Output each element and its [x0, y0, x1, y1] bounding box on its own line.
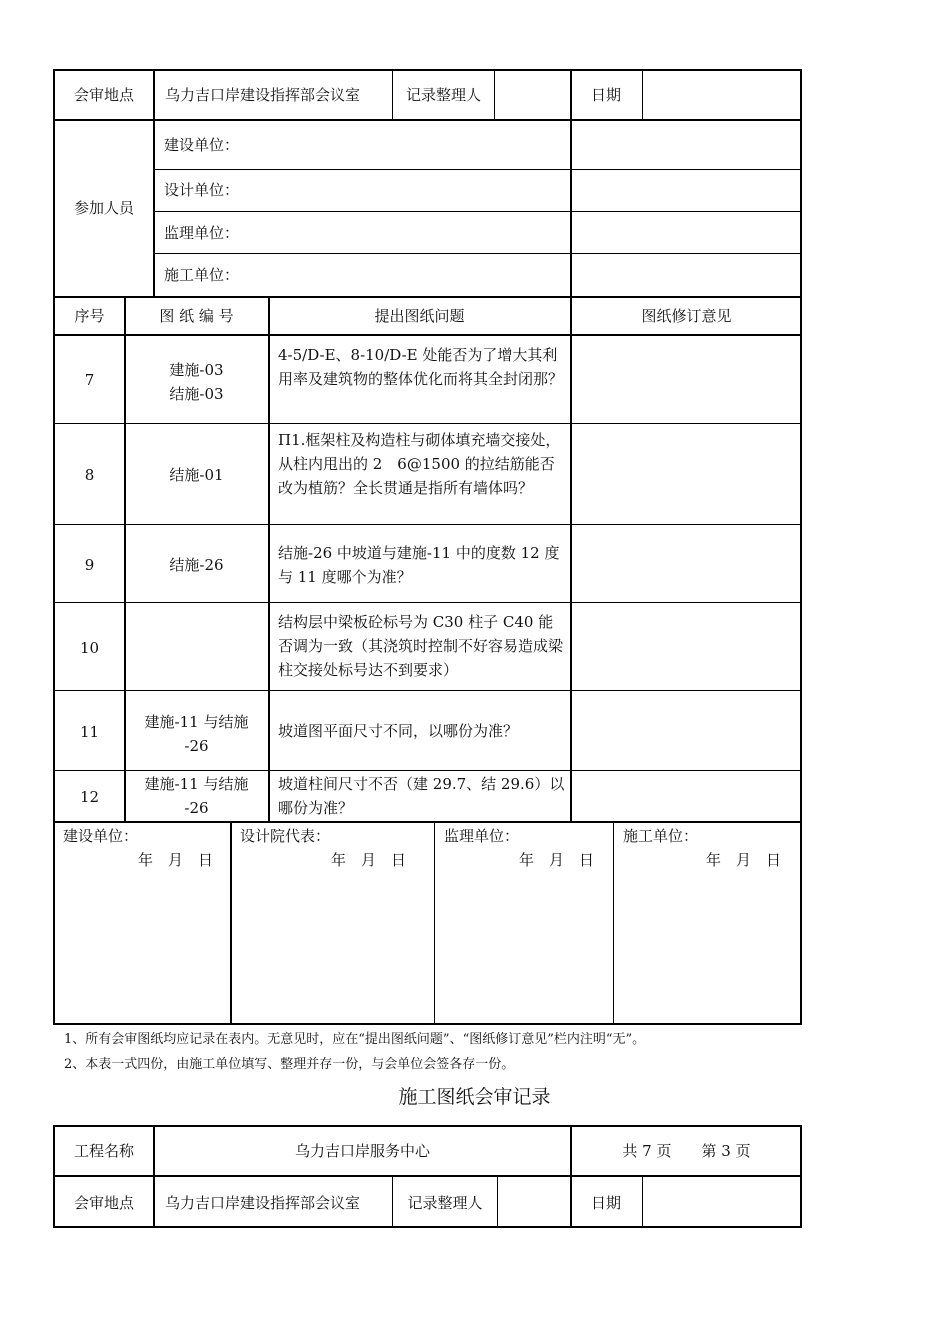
- row-9-no: 9: [84, 556, 95, 574]
- row-7-drawing: 建施-03 结施-03: [169, 361, 224, 403]
- next-recorder-label: 记录整理人: [407, 1194, 483, 1212]
- participants-label: 参加人员: [73, 199, 134, 217]
- row-11-drawing: 建施-11 与结施 -26: [144, 713, 249, 755]
- sign-contractor-label: 施工单位：: [623, 827, 699, 845]
- header-revision: 图纸修订意见: [641, 307, 732, 325]
- row-8-no: 8: [84, 466, 95, 484]
- row-9-drawing: 结施-26: [169, 556, 224, 574]
- note-2: 2、本表一式四份，由施工单位填写、整理并存一份，与会单位会签各存一份。: [64, 1057, 515, 1072]
- row-12-no: 12: [79, 788, 100, 806]
- row-7-no: 7: [84, 371, 95, 389]
- page-info: 共 7 页 第 3 页: [622, 1142, 751, 1160]
- venue-label: 会审地点: [73, 86, 134, 104]
- row-11-issue: 坡道图平面尺寸不同，以哪份为准？: [278, 722, 519, 740]
- participant-supervisor-label: 监理单位：: [164, 224, 240, 242]
- row-12-drawing: 建施-11 与结施 -26: [144, 775, 249, 817]
- note-1: 1、所有会审图纸均应记录在表内。无意见时，应在“提出图纸问题”、“图纸修订意见”栏内注明“无”。: [64, 1032, 646, 1047]
- page-title: 施工图纸会审记录: [398, 1086, 551, 1108]
- row-10-no: 10: [79, 639, 100, 657]
- row-11-no: 11: [79, 723, 100, 741]
- header-seq: 序号: [74, 307, 105, 325]
- row-7-issue: 4-5/D-E、8-10/D-E 处能否为了增大其利用率及建筑物的整体优化而将其全封闭那？: [278, 346, 564, 388]
- header-drawing-no: 图 纸 编 号: [159, 307, 234, 325]
- project-name-label: 工程名称: [73, 1142, 134, 1160]
- next-venue-value: 乌力吉口岸建设指挥部会议室: [165, 1194, 361, 1212]
- next-date-label: 日期: [591, 1194, 622, 1212]
- participant-contractor-label: 施工单位：: [164, 266, 240, 284]
- row-12-issue: 坡道柱间尺寸不否（建 29.7、结 29.6）以哪份为准？: [278, 775, 565, 817]
- header-issue: 提出图纸问题: [374, 307, 465, 325]
- row-8-issue: П1.框架柱及构造柱与砌体填充墙交接处，从柱内甩出的 2 6@1500 的拉结筋能否改为植筋？全长贯通是指所有墙体吗？: [278, 431, 561, 497]
- venue-value: 乌力吉口岸建设指挥部会议室: [165, 86, 361, 104]
- participant-design-label: 设计单位：: [164, 181, 240, 199]
- recorder-label: 记录整理人: [405, 86, 481, 104]
- sign-owner-label: 建设单位：: [63, 827, 139, 845]
- row-8-drawing: 结施-01: [169, 466, 224, 484]
- sign-contractor-date: 年 月 日: [706, 851, 782, 869]
- date-label: 日期: [591, 86, 622, 104]
- row-10-issue: 结构层中梁板砼标号为 C30 柱子 C40 能否调为一致（其浇筑时控制不好容易造成梁柱交接处标号达不到要求）: [278, 613, 564, 679]
- sign-supervisor-label: 监理单位：: [444, 827, 520, 845]
- sign-supervisor-date: 年 月 日: [519, 851, 595, 869]
- sign-owner-date: 年 月 日: [138, 851, 214, 869]
- sign-design-date: 年 月 日: [331, 851, 407, 869]
- sign-design-label: 设计院代表：: [240, 827, 331, 845]
- project-name-value: 乌力吉口岸服务中心: [294, 1142, 430, 1160]
- row-9-issue: 结施-26 中坡道与建施-11 中的度数 12 度与 11 度哪个为准？: [278, 544, 560, 586]
- next-venue-label: 会审地点: [73, 1194, 134, 1212]
- participant-owner-label: 建设单位：: [164, 136, 240, 154]
